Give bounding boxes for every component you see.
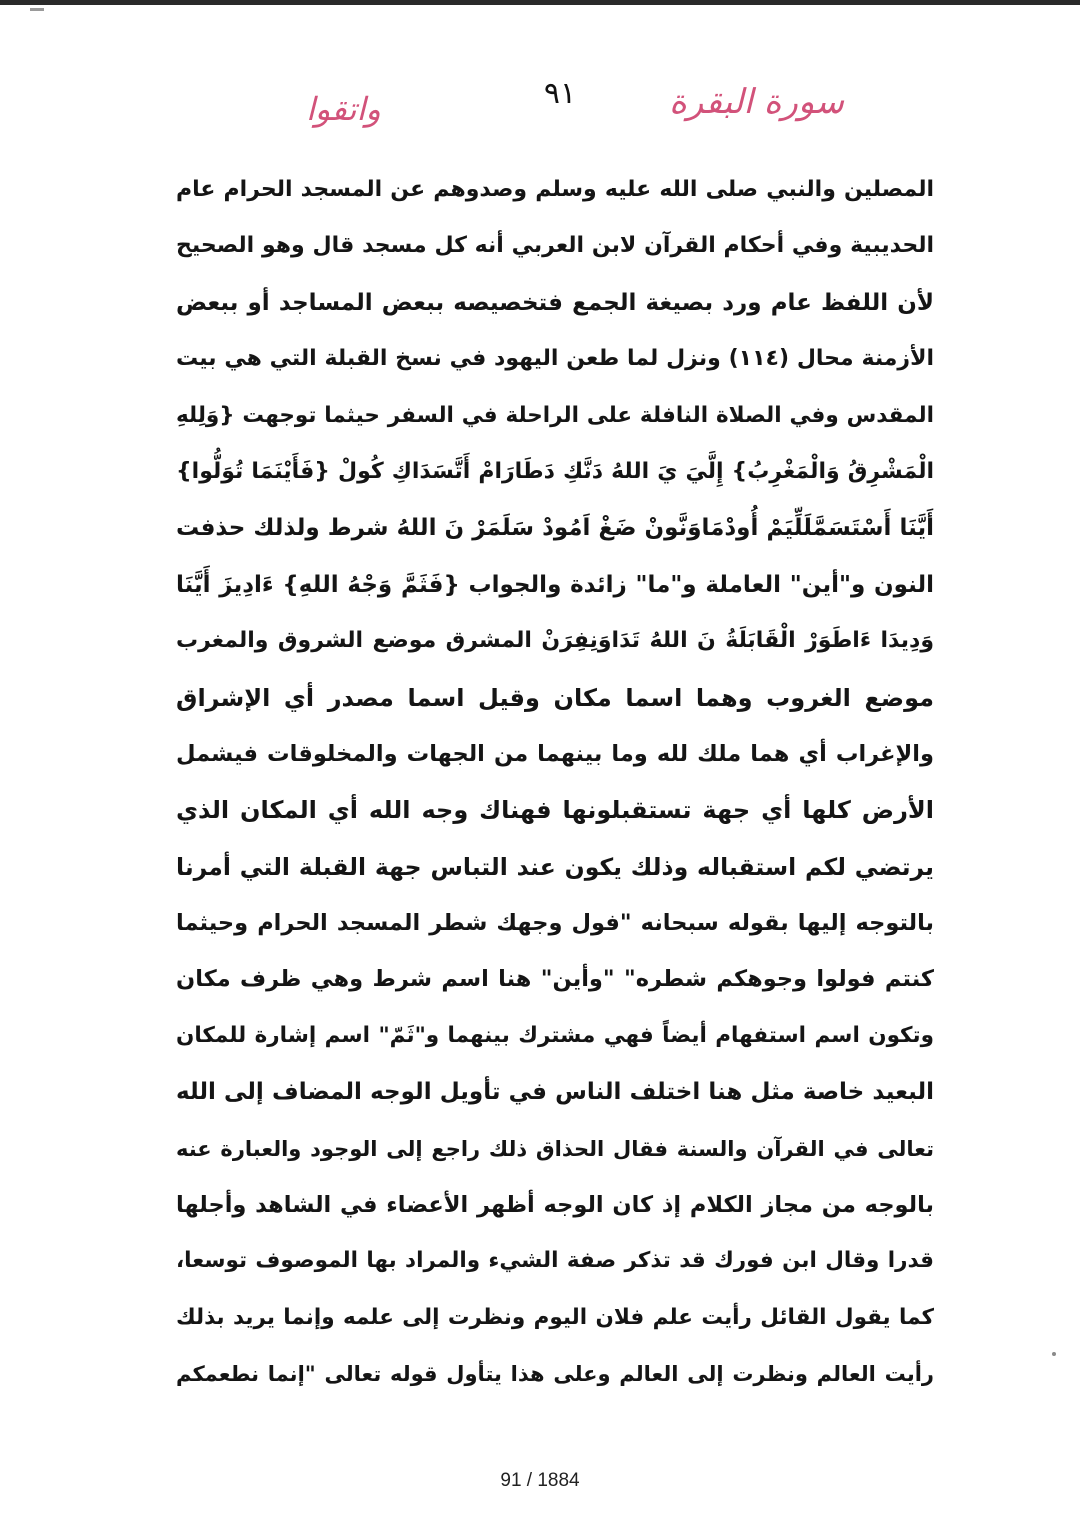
text-line-12: الأرض كلها أي جهة تستقبلونها فهناك وجه الله أي المكان الذي <box>176 796 934 825</box>
text-line-20: قدرا وقال ابن فورك قد تذكر صفة الشيء والمراد بها الموصوف توسعا، <box>176 1248 934 1274</box>
text-line-15: كنتم فولوا وجوهكم شطره" "وأين" هنا اسم شرط وهي ظرف مكان <box>176 966 934 993</box>
text-line-22: رأيت العالم ونظرت إلى العالم وعلى هذا يتأول قوله تعالى "إنما نطعمكم <box>176 1362 934 1387</box>
text-line-1: المصلين والنبي صلى الله عليه وسلم وصدوهم عن المسجد الحرام عام <box>176 177 934 202</box>
text-line-4: الأزمنة محال (١١٤) ونزل لما طعن اليهود في نسخ القبلة التي هي بيت <box>176 346 934 372</box>
body-text <box>176 162 934 1403</box>
text-line-17: البعيد خاصة مثل هنا اختلف الناس في تأويل الوجه المضاف إلى الله <box>176 1079 934 1106</box>
text-line-7: أَيَّنَا أَسْتَسَمَّلَلِّيَمْ أُودْمَاوَنَّونْ ضَغْ اَمُودْ سَلَمَرْ نَ اللهُ شرط ولذلك حذفت <box>176 515 934 542</box>
text-line-21: كما يقول القائل رأيت علم فلان اليوم ونظرت إلى علمه وإنما يريد بذلك <box>176 1304 934 1330</box>
text-line-10: موضع الغروب وهما اسما مكان وقيل اسما مصدر أي الإشراق <box>176 683 934 712</box>
text-line-18: تعالى في القرآن والسنة فقال الحذاق ذلك راجع إلى الوجود والعبارة عنه <box>176 1136 934 1161</box>
text-line-2: الحديبية وفي أحكام القرآن لابن العربي أنه كل مسجد قال وهو الصحيح <box>176 233 934 259</box>
scan-mark <box>30 8 44 11</box>
text-line-5: المقدس وفي الصلاة النافلة على الراحلة في السفر حيثما توجهت {وَلِلهِ <box>176 402 934 428</box>
text-line-19: بالوجه من مجاز الكلام إذ كان الوجه أظهر الأعضاء في الشاهد وأجلها <box>176 1192 934 1219</box>
text-line-6: الْمَشْرِقُ وَالْمَغْرِبُ} إِلَّيَ يَ اللهُ دَنَّكِ دَطَارَامْ أَتَّسَدَاكِ كُولْ {فَأَيْنَمَا تُوَلُّوا} <box>176 458 934 484</box>
text-line-13: يرتضي لكم استقباله وذلك يكون عند التباس جهة القبلة التي أمرنا <box>176 852 934 881</box>
page-header <box>0 70 1080 140</box>
text-line-11: والإغراب أي هما ملك لله وما بينهما من الجهات والمخلوقات فيشمل <box>176 740 934 767</box>
pagination-indicator: 91 / 1884 <box>500 1470 580 1491</box>
text-line-3: لأن اللفظ عام ورد بصيغة الجمع فتخصيصه ببعض المساجد أو ببعض <box>176 289 934 316</box>
top-border-line <box>0 0 1080 5</box>
text-line-9: وَدِيدَا ءَاطَوَرْ الْقَابَلَةُ نَ اللهُ تَدَاوَنِفِرَنْ المشرق موضع الشروق والمغرب <box>176 628 934 654</box>
scan-speck <box>1052 1352 1056 1356</box>
juz-name-handwritten: واتقوا <box>306 90 381 128</box>
text-line-16: وتكون اسم استفهام أيضاً فهي مشترك بينهما و"ثَمّ" اسم إشارة للمكان <box>176 1022 934 1048</box>
surah-name-handwritten: سورة البقرة <box>669 82 844 122</box>
text-line-8: النون و"أين" العاملة و"ما" زائدة والجواب {فَثَمَّ وَجْهُ اللهِ} ءَادِيزَ أَيَّنَا <box>176 571 934 598</box>
page-number-arabic: ٩١ <box>543 76 577 111</box>
text-line-14: بالتوجه إليها بقوله سبحانه "فول وجهك شطر المسجد الحرام وحيثما <box>176 910 934 937</box>
